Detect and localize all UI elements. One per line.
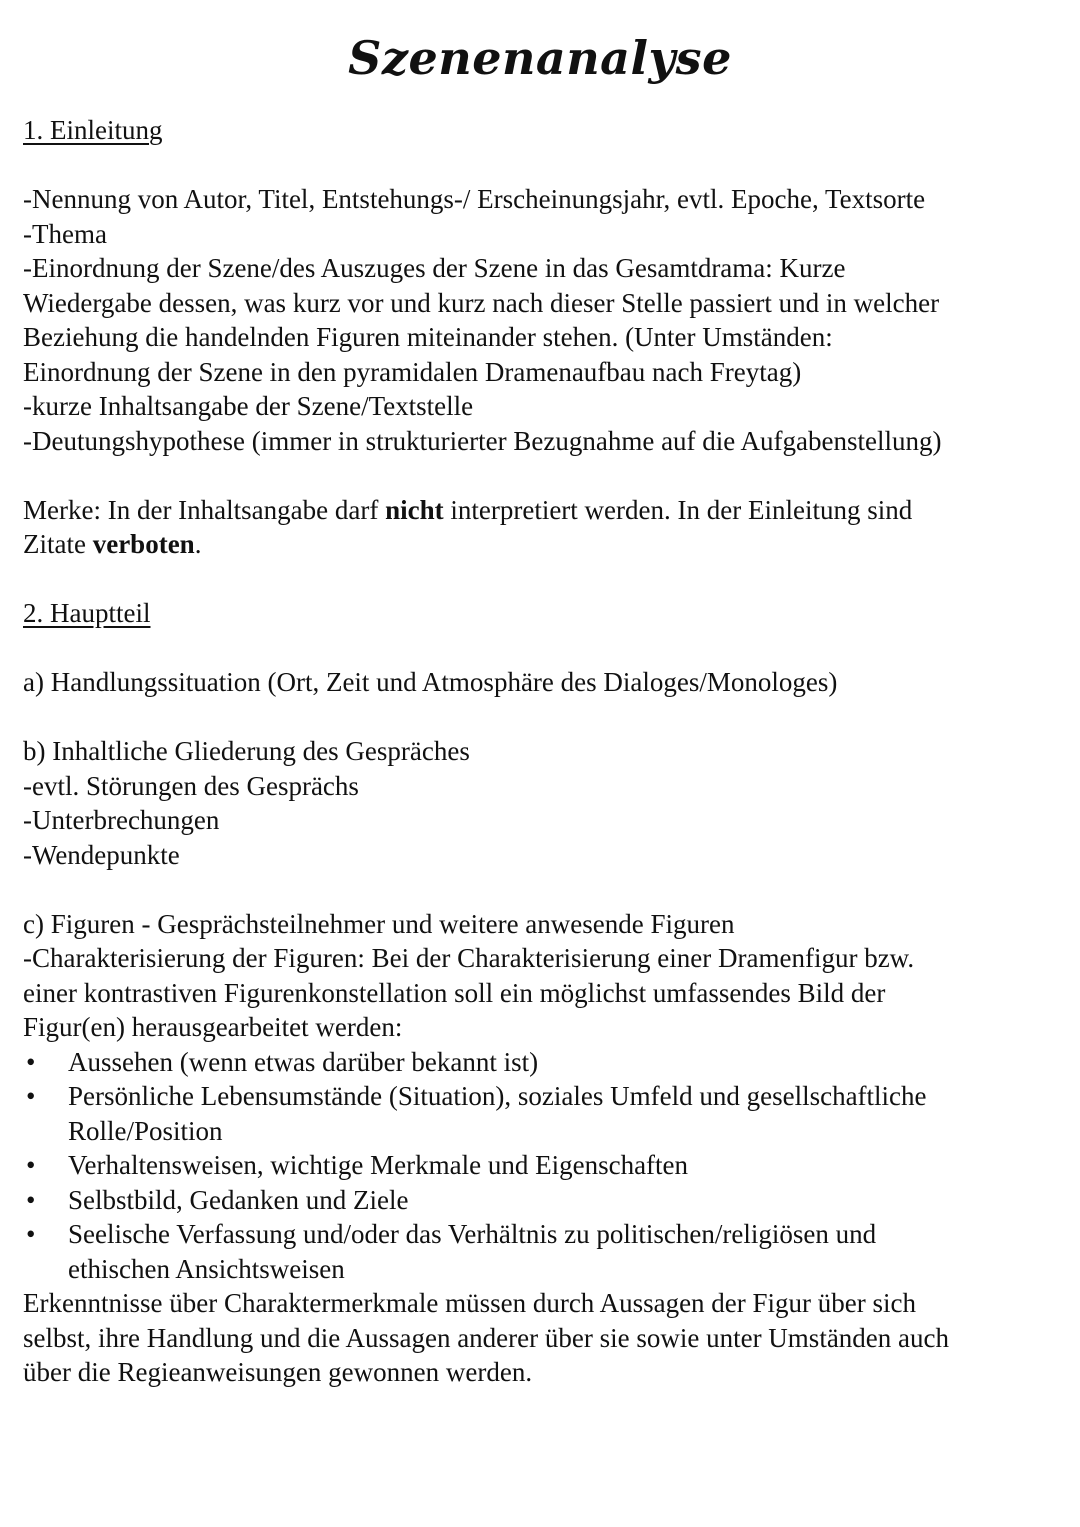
subsection-c-title: c) Figuren - Gesprächsteilnehmer und weitere anwesende Figuren bbox=[23, 908, 735, 939]
einleitung-line: Beziehung die handelnden Figuren miteinander stehen. (Unter Umständen: bbox=[23, 322, 833, 352]
merke-text: Merke: In der Inhaltsangabe darf bbox=[23, 494, 386, 525]
merke-note-line-1 bbox=[23, 493, 1063, 528]
subsection-c-outro-line: selbst, ihre Handlung und die Aussagen anderer über sie sowie unter Umständen auch bbox=[23, 1322, 950, 1353]
bullet-dot-icon: • bbox=[26, 1184, 36, 1215]
subsection-c-outro-line: Erkenntnisse über Charaktermerkmale müssen durch Aussagen der Figur über sich bbox=[23, 1288, 917, 1318]
spacer bbox=[23, 148, 1063, 183]
subsection-a: a) Handlungssituation (Ort, Zeit und Atmosphäre des Dialoges/Monologes) bbox=[23, 667, 838, 697]
spacer bbox=[23, 700, 1063, 735]
section-heading-hauptteil: 2. Hauptteil bbox=[23, 598, 151, 628]
bullet-item bbox=[23, 1148, 1063, 1183]
einleitung-line: Wiedergabe dessen, was kurz vor und kurz nach dieser Stelle passiert und in welcher bbox=[23, 287, 940, 318]
spacer bbox=[23, 458, 1063, 493]
bullet-text: Aussehen (wenn etwas darüber bekannt ist) bbox=[68, 1046, 539, 1077]
subsection-b-item: -Wendepunkte bbox=[23, 839, 180, 870]
bullet-text: Verhaltensweisen, wichtige Merkmale und Eigenschaften bbox=[68, 1150, 689, 1180]
einleitung-line: Einordnung der Szene in den pyramidalen Dramenaufbau nach Freytag) bbox=[23, 356, 802, 387]
bullet-dot-icon: • bbox=[26, 1219, 36, 1249]
bullet-item bbox=[23, 1183, 1063, 1218]
einleitung-line: -Einordnung der Szene/des Auszuges der Szene in das Gesamtdrama: Kurze bbox=[23, 253, 846, 283]
einleitung-line: -kurze Inhaltsangabe der Szene/Textstelle bbox=[23, 391, 474, 421]
subsection-b-item: -evtl. Störungen des Gesprächs bbox=[23, 770, 359, 801]
bullet-text: Seelische Verfassung und/oder das Verhältnis zu politischen/religiösen und bbox=[68, 1219, 877, 1249]
bullet-item bbox=[23, 1045, 1063, 1080]
spacer bbox=[23, 562, 1063, 597]
bullet-item bbox=[23, 1217, 1063, 1286]
subsection-c-outro-line: über die Regieanweisungen gewonnen werden. bbox=[23, 1357, 533, 1387]
einleitung-line: -Nennung von Autor, Titel, Entstehungs-/ Erscheinungsjahr, evtl. Epoche, Textsorte bbox=[23, 184, 926, 214]
merke-text: interpretiert werden. In der Einleitung sind bbox=[443, 494, 913, 525]
bullet-text: Persönliche Lebensumstände (Situation), soziales Umfeld und gesellschaftliche bbox=[68, 1081, 927, 1111]
spacer bbox=[23, 631, 1063, 666]
bullet-text-continued: Rolle/Position bbox=[68, 1115, 223, 1146]
merke-bold-verboten: verboten bbox=[92, 529, 195, 559]
subsection-c-intro-line: -Charakterisierung der Figuren: Bei der Charakterisierung einer Dramenfigur bzw. bbox=[23, 943, 915, 973]
subsection-c-intro-line: einer kontrastiven Figurenkonstellation soll ein möglichst umfassendes Bild der bbox=[23, 977, 886, 1008]
merke-text: Zitate bbox=[23, 529, 93, 559]
bullet-dot-icon: • bbox=[26, 1150, 36, 1180]
merke-text: . bbox=[194, 529, 202, 559]
bullet-dot-icon: • bbox=[26, 1046, 36, 1077]
einleitung-line: -Deutungshypothese (immer in strukturierter Bezugnahme auf die Aufgabenstellung) bbox=[23, 425, 942, 456]
document-body bbox=[23, 113, 1063, 1390]
bullet-item bbox=[23, 1079, 1063, 1148]
bullet-text-continued: ethischen Ansichtsweisen bbox=[68, 1253, 345, 1284]
bullet-text: Selbstbild, Gedanken und Ziele bbox=[68, 1184, 409, 1215]
merke-bold-nicht: nicht bbox=[385, 494, 444, 525]
subsection-b-item: -Unterbrechungen bbox=[23, 805, 220, 835]
page-title: Szenenanalyse bbox=[348, 31, 732, 85]
section-heading-einleitung: 1. Einleitung bbox=[23, 115, 163, 145]
subsection-b-title: b) Inhaltliche Gliederung des Gespräches bbox=[23, 736, 470, 766]
einleitung-line: -Thema bbox=[23, 218, 107, 249]
spacer bbox=[23, 872, 1063, 907]
subsection-c-intro-line: Figur(en) herausgearbeitet werden: bbox=[23, 1012, 403, 1042]
bullet-dot-icon: • bbox=[26, 1081, 36, 1111]
merke-note-line-2 bbox=[23, 527, 1063, 562]
